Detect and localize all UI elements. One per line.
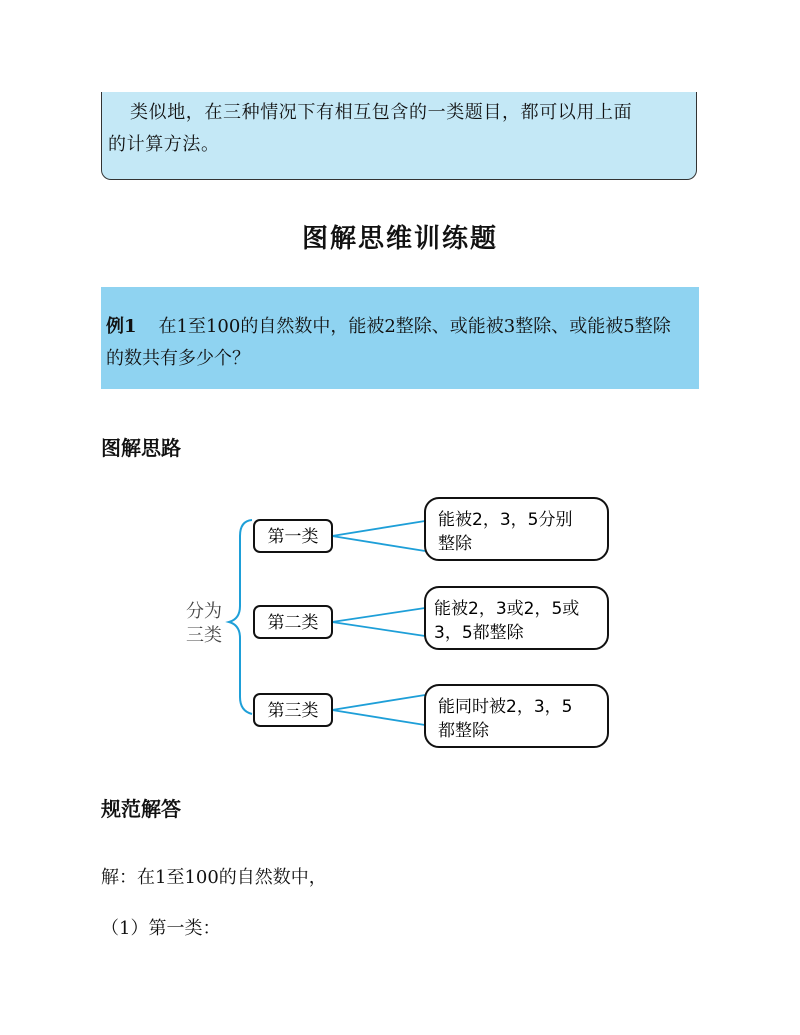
description-2-line-2: 3，5都整除 [434, 623, 524, 643]
section-title-answer: 规范解答 [101, 797, 181, 821]
connectors [332, 521, 425, 725]
example-tag: 例1 [106, 316, 137, 337]
description-1-line-1: 能被2，3，5分别 [438, 510, 573, 530]
description-3-line-1: 能同时被2，3，5 [438, 697, 573, 717]
solution-line-1: 解：在1至100的自然数中， [101, 867, 327, 888]
description-1-line-2: 整除 [438, 534, 472, 554]
category-1-label: 第一类 [267, 527, 319, 547]
example-text-1: 在1至100的自然数中，能被2整除、或能被3整除、或能被5整除 [158, 316, 671, 337]
page-title: 图解思维训练题 [301, 224, 498, 254]
note-line-2: 的计算方法。 [108, 134, 220, 155]
root-label-1: 分为 [186, 601, 222, 622]
description-2-line-1: 能被2，3或2，5或 [434, 599, 580, 619]
category-2-label: 第二类 [267, 613, 319, 633]
description-1 [425, 498, 608, 560]
section-title-diagram: 图解思路 [101, 436, 181, 460]
example-line-2: 的数共有多少个？ [106, 348, 250, 369]
root-label-2: 三类 [186, 625, 222, 646]
category-3-label: 第三类 [267, 701, 319, 721]
category-3 [254, 694, 332, 726]
description-2 [425, 587, 608, 649]
category-2 [254, 606, 332, 638]
description-3 [425, 685, 608, 747]
description-3-line-2: 都整除 [438, 721, 489, 741]
solution-line-2: （1）第一类： [101, 918, 221, 939]
note-line-1: 类似地，在三种情况下有相互包含的一类题目，都可以用上面 [130, 102, 633, 123]
brace [229, 520, 252, 714]
category-1 [254, 520, 332, 552]
